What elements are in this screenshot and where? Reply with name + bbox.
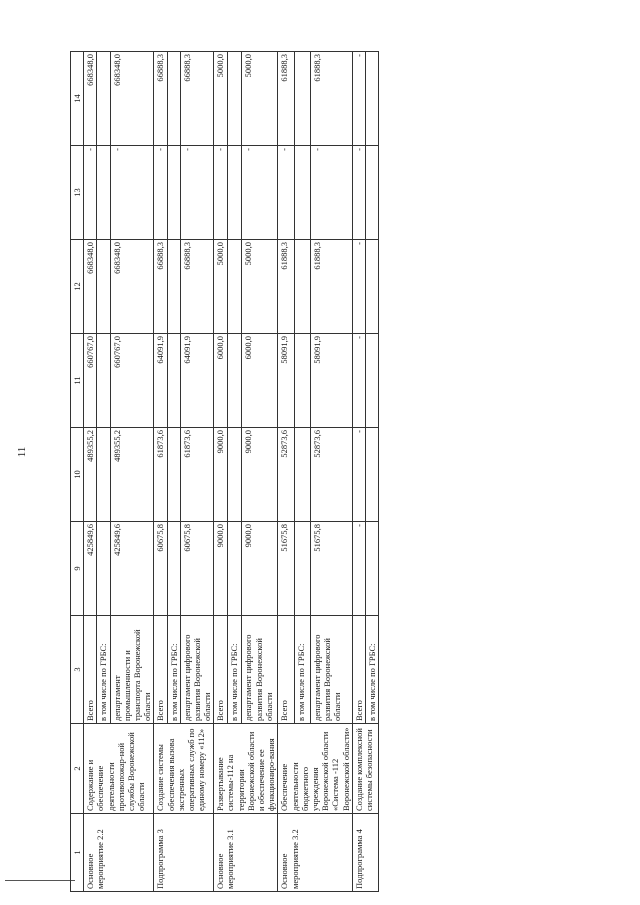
cell-c10: - [352, 428, 365, 522]
cell-c11: 660767,0 [84, 334, 97, 428]
cell-c14 [97, 52, 110, 146]
col-header-1: 1 [71, 814, 84, 892]
cell-c13: - [214, 146, 228, 240]
cell-c13: - [180, 146, 214, 240]
cell-c10: 61873,6 [154, 428, 167, 522]
cell-c14: 5000,0 [214, 52, 228, 146]
cell-c12: 5000,0 [242, 240, 278, 334]
cell-c3: в том числе по ГРБС: [294, 616, 310, 724]
cell-c3: в том числе по ГРБС: [365, 616, 378, 724]
cell-c3: Всего [84, 616, 97, 724]
cell-c9 [294, 522, 310, 616]
cell-c9: 60675,8 [154, 522, 167, 616]
cell-c11: 58091,9 [278, 334, 294, 428]
header-row [71, 52, 84, 892]
cell-c3: департамент цифрового развития Воронежской области [311, 616, 353, 724]
cell-c9: 51675,8 [311, 522, 353, 616]
col-header-3: 3 [71, 616, 84, 724]
cell-c11 [294, 334, 310, 428]
cell-c13: - [278, 146, 294, 240]
cell-c1: Основное мероприятие 3.2 [278, 814, 352, 892]
cell-c11: 58091,9 [311, 334, 353, 428]
cell-c10 [294, 428, 310, 522]
cell-c10: 61873,6 [180, 428, 214, 522]
cell-c3: департамент промышленности и транспорта Воронежской области [110, 616, 154, 724]
page-number: 11 [16, 446, 28, 458]
cell-c11: 64091,9 [180, 334, 214, 428]
cell-c3: департамент цифрового развития Воронежской области [180, 616, 214, 724]
cell-c13: - [242, 146, 278, 240]
cell-c1: Основное мероприятие 3.1 [214, 814, 278, 892]
cell-c10 [228, 428, 242, 522]
cell-c9 [97, 522, 110, 616]
cell-c10: 489355,2 [110, 428, 154, 522]
cell-c3: в том числе по ГРБС: [167, 616, 180, 724]
cell-c13: - [311, 146, 353, 240]
cell-c9: 60675,8 [180, 522, 214, 616]
cell-c10: 52873,6 [311, 428, 353, 522]
cell-c12 [167, 240, 180, 334]
cell-c9: 9000,0 [214, 522, 228, 616]
cell-c10: 9000,0 [242, 428, 278, 522]
table-row [154, 52, 167, 892]
cell-c12 [365, 240, 378, 334]
cell-c14: 668348,0 [84, 52, 97, 146]
cell-c9 [228, 522, 242, 616]
table-row [278, 52, 294, 892]
cell-c12: 668348,0 [110, 240, 154, 334]
cell-c10: 52873,6 [278, 428, 294, 522]
cell-c9: 9000,0 [242, 522, 278, 616]
col-header-11: 11 [71, 334, 84, 428]
cell-c10 [167, 428, 180, 522]
cell-c3: Всего [154, 616, 167, 724]
cell-c12: 61888,3 [278, 240, 294, 334]
cell-c3: Всего [352, 616, 365, 724]
cell-c9: - [352, 522, 365, 616]
cell-c14: 668348,0 [110, 52, 154, 146]
cell-c11 [228, 334, 242, 428]
cell-c10 [97, 428, 110, 522]
table-row [352, 52, 365, 892]
cell-c10: 489355,2 [84, 428, 97, 522]
cell-c1: Основное мероприятие 2.2 [84, 814, 154, 892]
cell-c2: Создание комплексной системы безопасности [352, 724, 378, 814]
cell-c13: - [110, 146, 154, 240]
cell-c14 [365, 52, 378, 146]
cell-c12: 61888,3 [311, 240, 353, 334]
cell-c11: 6000,0 [214, 334, 228, 428]
cell-c9 [167, 522, 180, 616]
cell-c12: 668348,0 [84, 240, 97, 334]
cell-c14 [167, 52, 180, 146]
cell-c13 [365, 146, 378, 240]
cell-c2: Создание системы обеспечения вызова экстренных оперативных служб по единому номеру «112» [154, 724, 214, 814]
cell-c11: - [352, 334, 365, 428]
cell-c11: 660767,0 [110, 334, 154, 428]
cell-c1: Подпрограмма 4 [352, 814, 378, 892]
cell-c9 [365, 522, 378, 616]
cell-c14: 5000,0 [242, 52, 278, 146]
cell-c2: Развертывание системы-112 на территории Воронежской области и обеспечение ее функциониро-вания [214, 724, 278, 814]
cell-c14: 66888,3 [154, 52, 167, 146]
col-header-13: 13 [71, 146, 84, 240]
cell-c14 [294, 52, 310, 146]
cell-c9: 51675,8 [278, 522, 294, 616]
cell-c3: Всего [278, 616, 294, 724]
cell-c11 [167, 334, 180, 428]
cell-c12 [228, 240, 242, 334]
cell-c13 [97, 146, 110, 240]
cell-c14 [228, 52, 242, 146]
col-header-12: 12 [71, 240, 84, 334]
col-header-10: 10 [71, 428, 84, 522]
cell-c3: в том числе по ГРБС: [228, 616, 242, 724]
cell-c2: Обеспечение деятельности бюджетного учреждения Воронежской области «Система -112 Воронежской области» [278, 724, 352, 814]
cell-c12 [294, 240, 310, 334]
cell-c9: 425849,6 [84, 522, 97, 616]
cell-c13 [167, 146, 180, 240]
cell-c14: 61888,3 [311, 52, 353, 146]
cell-c3: Всего [214, 616, 228, 724]
cell-c3: в том числе по ГРБС: [97, 616, 110, 724]
col-header-2: 2 [71, 724, 84, 814]
cell-c13: - [352, 146, 365, 240]
cell-c13 [228, 146, 242, 240]
table-row [84, 52, 97, 892]
budget-table [70, 51, 379, 892]
col-header-9: 9 [71, 522, 84, 616]
col-header-14: 14 [71, 52, 84, 146]
cell-c14: 66888,3 [180, 52, 214, 146]
cell-c3: департамент цифрового развития Воронежской области [242, 616, 278, 724]
cell-c11: 6000,0 [242, 334, 278, 428]
cell-c1: Подпрограмма 3 [154, 814, 214, 892]
cell-c11 [97, 334, 110, 428]
cell-c12: - [352, 240, 365, 334]
cell-c12 [97, 240, 110, 334]
cell-c12: 5000,0 [214, 240, 228, 334]
cell-c10 [365, 428, 378, 522]
cell-c12: 66888,3 [154, 240, 167, 334]
cell-c11 [365, 334, 378, 428]
table-row [214, 52, 228, 892]
cell-c2: Содержание и обеспечение деятельности противопожар-ной службы Воронежской области [84, 724, 154, 814]
scan-edge-line [5, 880, 75, 881]
cell-c13 [294, 146, 310, 240]
cell-c13: - [154, 146, 167, 240]
cell-c10: 9000,0 [214, 428, 228, 522]
cell-c9: 425849,6 [110, 522, 154, 616]
cell-c12: 66888,3 [180, 240, 214, 334]
cell-c13: - [84, 146, 97, 240]
cell-c14: 61888,3 [278, 52, 294, 146]
cell-c11: 64091,9 [154, 334, 167, 428]
cell-c14: - [352, 52, 365, 146]
rotated-table-container [70, 52, 600, 892]
